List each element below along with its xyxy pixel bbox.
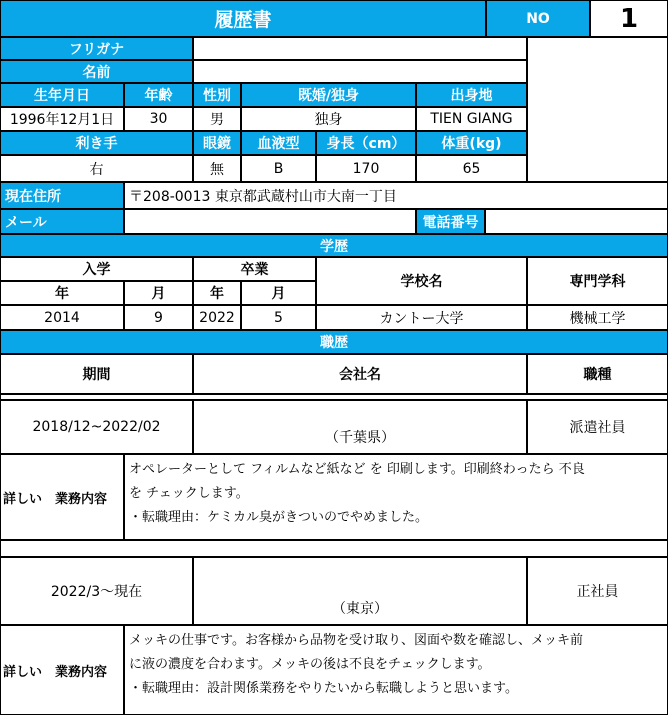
- job1-type: 派遣社員: [527, 400, 668, 454]
- graduate-label: 卒業: [193, 257, 316, 281]
- height-label: 身長（cm）: [316, 131, 416, 155]
- job2-location: （東京）: [332, 601, 388, 617]
- period-label: 期間: [0, 354, 193, 394]
- weight-label: 体重(kg): [416, 131, 527, 155]
- phone-label: 電話番号: [416, 209, 485, 234]
- enroll-month-value: 9: [124, 305, 193, 330]
- phone-field[interactable]: [485, 209, 668, 234]
- resume-title: 履歴書: [0, 0, 486, 37]
- job2-period: 2022/3～現在: [0, 557, 193, 625]
- height-value: 170: [316, 155, 416, 182]
- birth-label: 生年月日: [0, 83, 124, 107]
- gap-row: [0, 540, 668, 557]
- company-label: 会社名: [193, 354, 527, 394]
- grad-month-label: 月: [241, 281, 316, 305]
- address-value: 〒208-0013 東京都武蔵村山市大南一丁目: [124, 182, 668, 209]
- mail-field[interactable]: [124, 209, 416, 234]
- job1-detail: [124, 454, 668, 540]
- birth-value: 1996年12月1日: [0, 107, 124, 131]
- job1-company: [193, 400, 527, 454]
- furigana-field[interactable]: [193, 37, 527, 60]
- job1-location: （千葉県）: [325, 430, 395, 446]
- age-label: 年齢: [124, 83, 193, 107]
- school-label: 学校名: [316, 257, 527, 305]
- gender-value: 男: [193, 107, 241, 131]
- major-value: 機械工学: [527, 305, 668, 330]
- name-label: 名前: [0, 60, 193, 83]
- origin-value: TIEN GIANG: [416, 107, 527, 131]
- hand-label: 利き手: [0, 131, 193, 155]
- weight-value: 65: [416, 155, 527, 182]
- education-header: 学歴: [0, 234, 668, 257]
- job2-type: 正社員: [527, 557, 668, 625]
- job1-period: 2018/12~2022/02: [0, 400, 193, 454]
- job-type-label: 職種: [527, 354, 668, 394]
- job2-detail-label: 詳しい 業務内容: [0, 625, 124, 715]
- career-header: 職歴: [0, 330, 668, 354]
- job2-detail-line1: メッキの仕事です。お客様から品物を受け取り、図面や数を確認し、メッキ前: [129, 633, 583, 648]
- job2-company: [193, 557, 527, 625]
- grad-month-value: 5: [241, 305, 316, 330]
- mail-label: メール: [0, 209, 124, 234]
- no-label: NO: [486, 0, 590, 37]
- blood-label: 血液型: [241, 131, 316, 155]
- origin-label: 出身地: [416, 83, 527, 107]
- blood-value: B: [241, 155, 316, 182]
- major-label: 専門学科: [527, 257, 668, 305]
- job2-detail: [124, 625, 668, 715]
- no-value: 1: [590, 0, 668, 37]
- glasses-label: 眼鏡: [193, 131, 241, 155]
- furigana-label: フリガナ: [0, 37, 193, 60]
- age-value: 30: [124, 107, 193, 131]
- grad-year-label: 年: [193, 281, 241, 305]
- job1-detail-line2: を チェックします。: [129, 486, 249, 501]
- job2-detail-line3: ・転職理由：設計関係業務をやりたいから転職しようと思います。: [129, 681, 518, 696]
- grad-year-value: 2022: [193, 305, 241, 330]
- marital-value: 独身: [241, 107, 416, 131]
- gender-label: 性別: [193, 83, 241, 107]
- photo-area: [527, 37, 668, 182]
- name-field[interactable]: [193, 60, 527, 83]
- glasses-value: 無: [193, 155, 241, 182]
- address-label: 現在住所: [0, 182, 124, 209]
- school-value: カントー大学: [316, 305, 527, 330]
- marital-label: 既婚/独身: [241, 83, 416, 107]
- enroll-label: 入学: [0, 257, 193, 281]
- enroll-year-label: 年: [0, 281, 124, 305]
- job1-detail-label: 詳しい 業務内容: [0, 454, 124, 540]
- enroll-year-value: 2014: [0, 305, 124, 330]
- job1-detail-line3: ・転職理由：ケミカル臭がきついのでやめました。: [129, 510, 429, 525]
- job2-detail-line2: に液の濃度を合わます。メッキの後は不良をチェックします。: [129, 657, 491, 672]
- job1-detail-line1: オペレーターとして フィルムなど紙など を 印刷します。印刷終わったら 不良: [129, 462, 585, 477]
- enroll-month-label: 月: [124, 281, 193, 305]
- hand-value: 右: [0, 155, 193, 182]
